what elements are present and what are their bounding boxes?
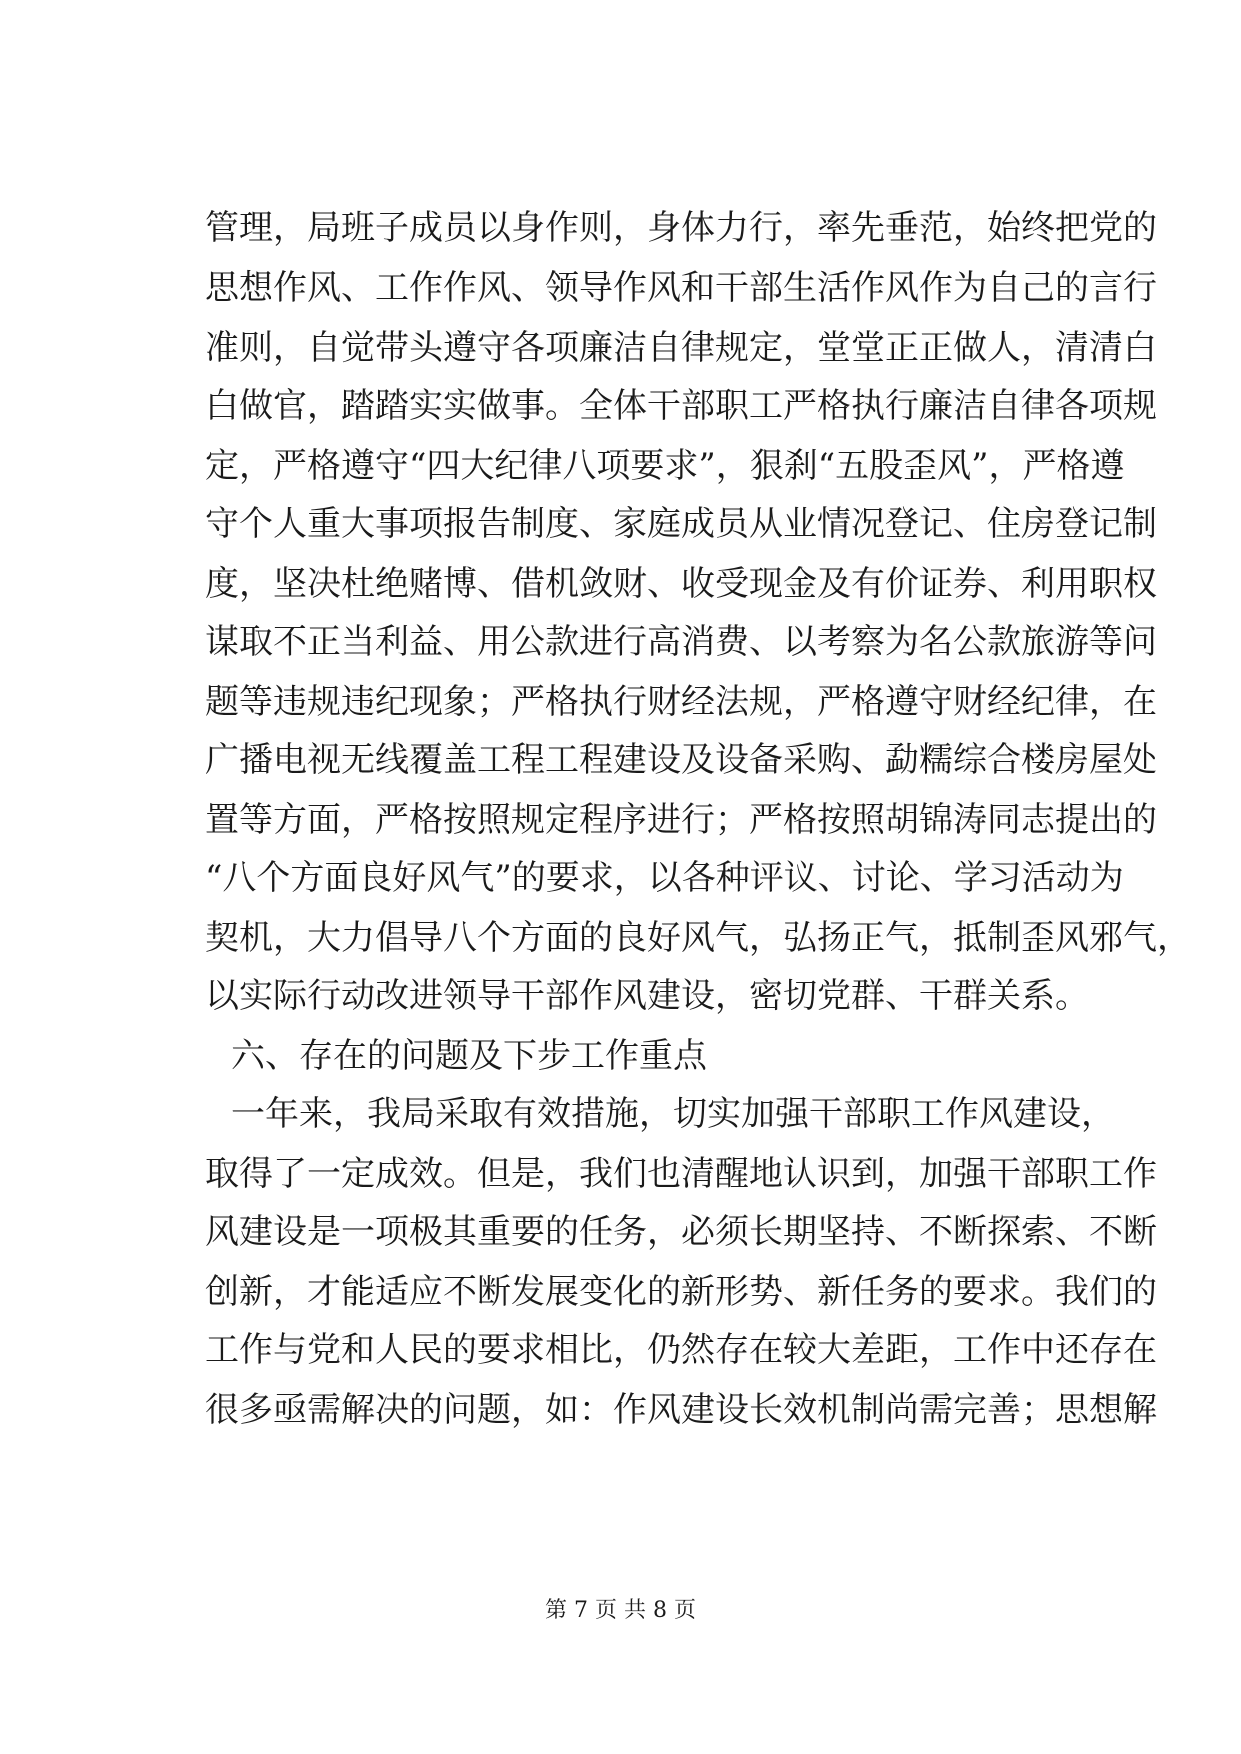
body-text-line: 以实际行动改进领导干部作风建设，密切党群、干群关系。 — [205, 976, 1089, 1016]
section-heading: 六、存在的问题及下步工作重点 — [231, 1036, 707, 1076]
body-text-line: 风建设是一项极其重要的任务，必须长期坚持、不断探索、不断 — [205, 1212, 1157, 1252]
body-text-line: 定，严格遵守“四大纪律八项要求”，狠刹“五股歪风”，严格遵 — [205, 446, 1125, 486]
body-text-line: 广播电视无线覆盖工程工程建设及设备采购、勐糯综合楼房屋处 — [205, 740, 1157, 780]
page-number-footer: 第 7 页 共 8 页 — [545, 1598, 696, 1623]
body-text-line: 取得了一定成效。但是，我们也清醒地认识到，加强干部职工作 — [205, 1154, 1157, 1194]
body-text-line: 准则，自觉带头遵守各项廉洁自律规定，堂堂正正做人，清清白 — [205, 328, 1157, 368]
body-text-line: 管理，局班子成员以身作则，身体力行，率先垂范，始终把党的 — [205, 208, 1157, 248]
body-text-line: 谋取不正当利益、用公款进行高消费、以考察为名公款旅游等问 — [205, 622, 1157, 662]
body-text-line: 一年来，我局采取有效措施，切实加强干部职工作风建设， — [231, 1094, 1115, 1134]
body-text-line: “八个方面良好风气”的要求，以各种评议、讨论、学习活动为 — [205, 858, 1124, 898]
body-text-line: 题等违规违纪现象；严格执行财经法规，严格遵守财经纪律，在 — [205, 682, 1157, 722]
body-text-line: 白做官，踏踏实实做事。全体干部职工严格执行廉洁自律各项规 — [205, 386, 1157, 426]
body-text-line: 度，坚决杜绝赌博、借机敛财、收受现金及有价证券、利用职权 — [205, 564, 1157, 604]
body-text-line: 工作与党和人民的要求相比，仍然存在较大差距，工作中还存在 — [205, 1330, 1157, 1370]
body-text-line: 守个人重大事项报告制度、家庭成员从业情况登记、住房登记制 — [205, 504, 1157, 544]
body-text-line: 思想作风、工作作风、领导作风和干部生活作风作为自己的言行 — [205, 268, 1157, 308]
body-text-line: 创新，才能适应不断发展变化的新形势、新任务的要求。我们的 — [205, 1272, 1157, 1312]
body-text-line: 置等方面，严格按照规定程序进行；严格按照胡锦涛同志提出的 — [205, 800, 1157, 840]
body-text-line: 契机，大力倡导八个方面的良好风气，弘扬正气，抵制歪风邪气， — [205, 918, 1191, 958]
body-text-line: 很多亟需解决的问题，如：作风建设长效机制尚需完善；思想解 — [205, 1390, 1157, 1430]
